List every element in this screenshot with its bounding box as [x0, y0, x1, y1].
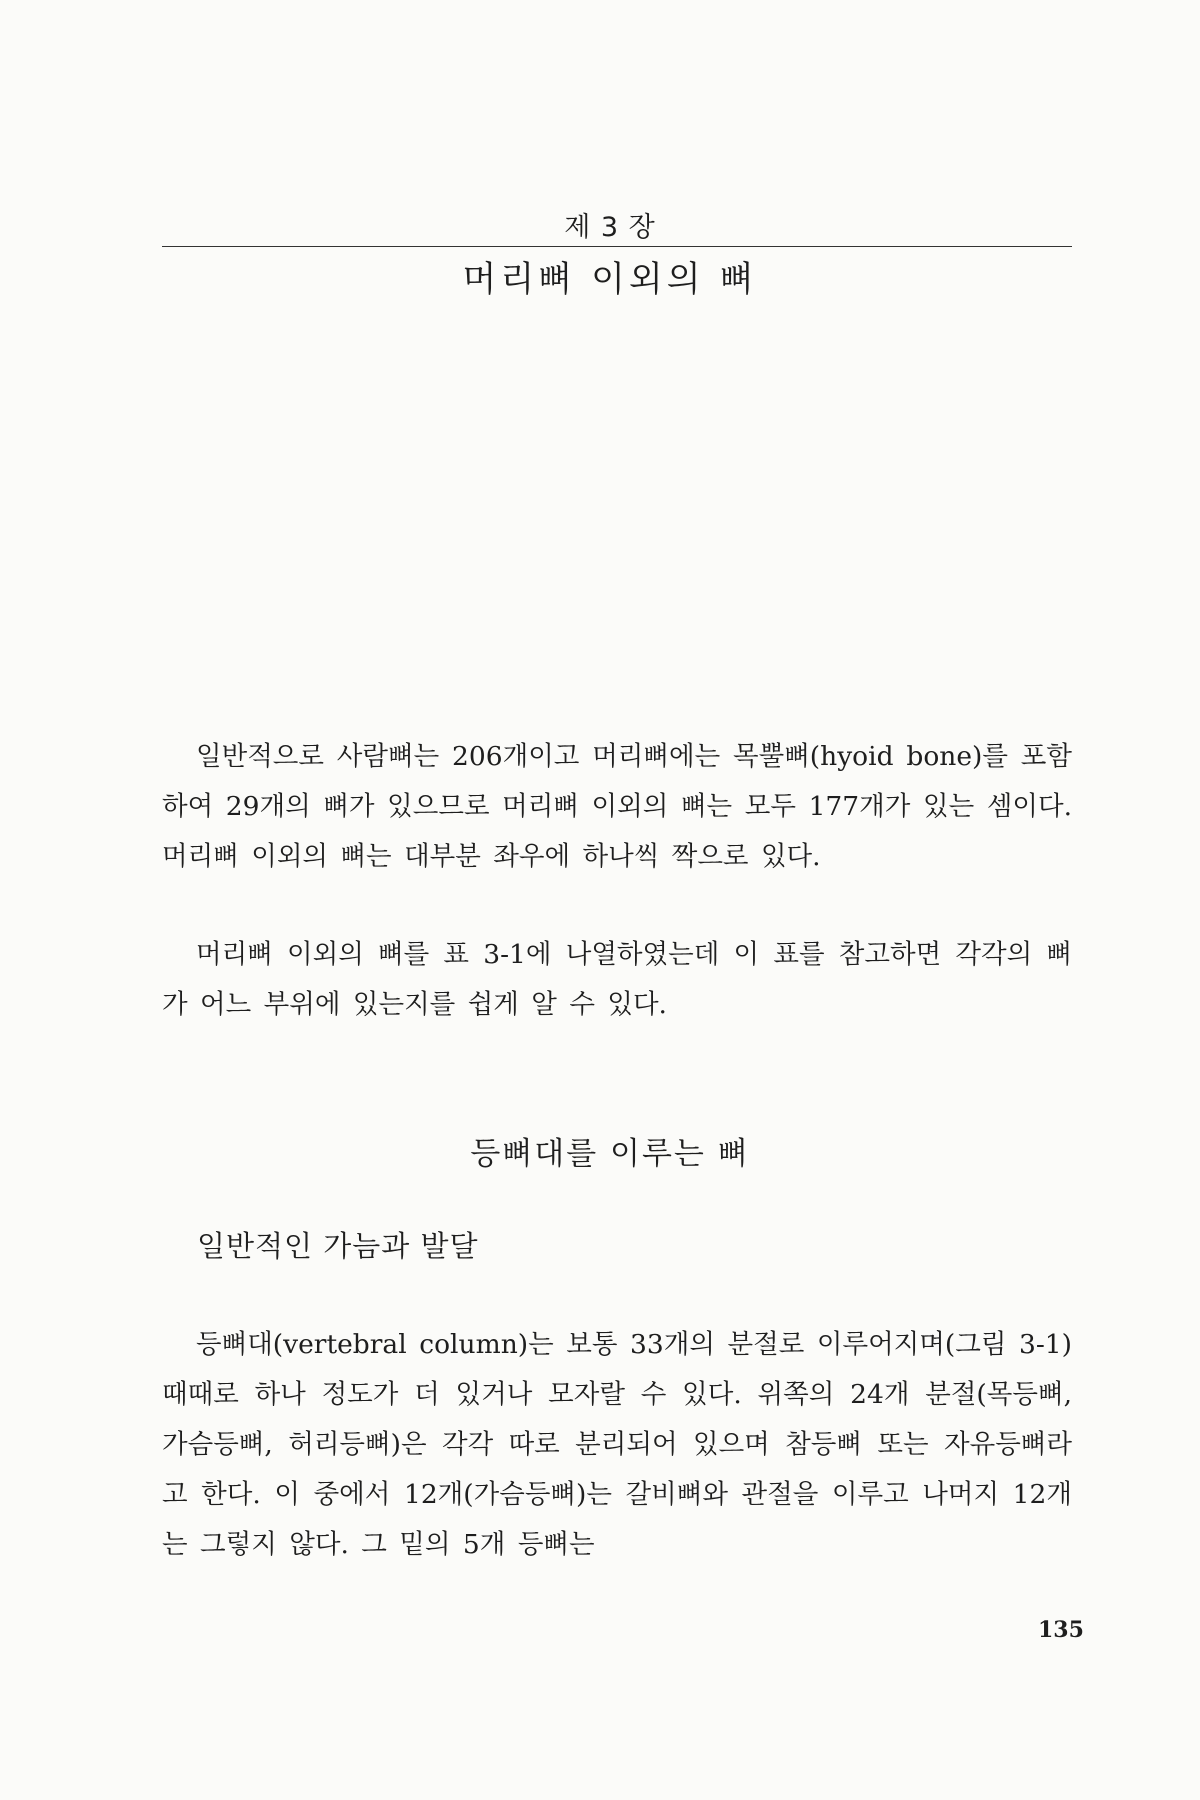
page-number: 135: [1038, 1617, 1084, 1643]
chapter-divider: [162, 246, 1072, 247]
subsection-heading: 일반적인 가늠과 발달: [197, 1229, 479, 1263]
intro-paragraph-2: 머리뼈 이외의 뼈를 표 3-1에 나열하였는데 이 표를 참고하면 각각의 뼈가 어느 부위에 있는지를 쉽게 알 수 있다.: [162, 939, 1072, 1020]
chapter-label: 제 3 장: [564, 212, 656, 243]
chapter-title: 머리뼈 이외의 뼈: [462, 260, 758, 300]
section-heading: 등뼈대를 이루는 뼈: [470, 1136, 750, 1172]
section-paragraph-1: 등뼈대(vertebral column)는 보통 33개의 분절로 이루어지며(그림 3-1) 때때로 하나 정도가 더 있거나 모자랄 수 있다. 위쪽의 24개 분절(목등뼈, 가슴등뼈, 허리등뼈)은 각각 따로 분리되어 있으며 참등뼈 또는 자유등뼈라고 한다. 이 중에서 12개(가슴등뼈)는 갈비뼈와 관절을 이루고 나머지 12개는 그렇지 않다. 그 밑의 5개 등뼈는: [162, 1329, 1072, 1560]
intro-paragraph-1: 일반적으로 사람뼈는 206개이고 머리뼈에는 목뿔뼈(hyoid bone)를 포함하여 29개의 뼈가 있으므로 머리뼈 이외의 뼈는 모두 177개가 있는 셈이다. 머리뼈 이외의 뼈는 대부분 좌우에 하나씩 짝으로 있다.: [162, 741, 1072, 872]
